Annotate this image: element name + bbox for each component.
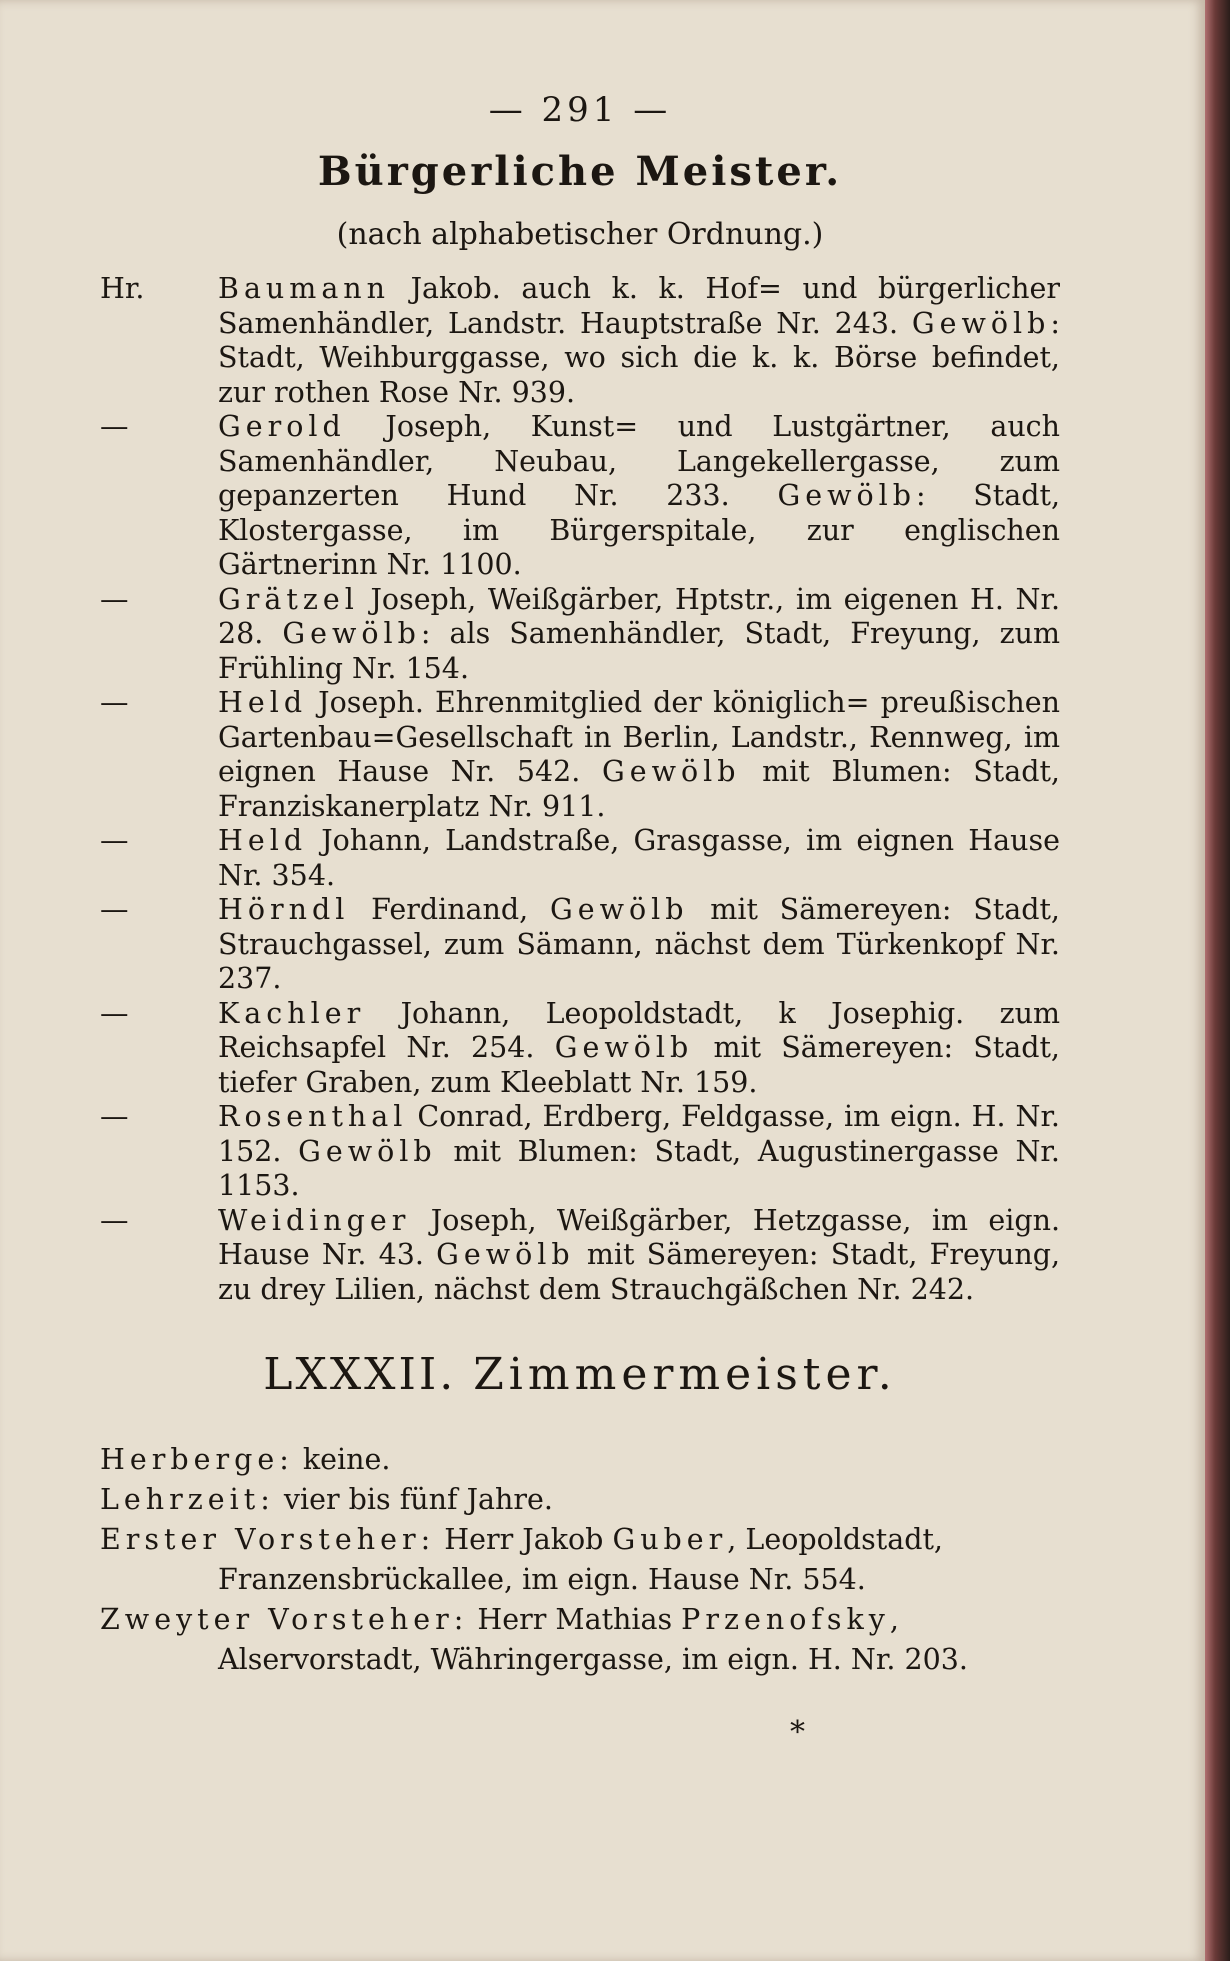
info-name: Guber	[612, 1523, 728, 1556]
entry-label: Gewölb	[777, 479, 916, 512]
entry-name: Hörndl	[218, 893, 350, 926]
info-line: Herberge: keine.	[100, 1443, 391, 1476]
entry-name: Kachler	[218, 996, 366, 1030]
entry-label: Gewölb	[554, 1031, 694, 1064]
page-number: — 291 —	[488, 90, 672, 130]
info-line: Erster Vorsteher: Herr Jakob Guber, Leopoldstadt, Franzensbrückallee, im eign. Hause Nr. 554.	[100, 1523, 943, 1596]
list-item: — Grätzel Joseph, Weißgärber, Hptstr., im eigenen H. Nr. 28. Gewölb: als Samenhändler, Stadt, Freyung, zum Frühling Nr. 154.	[100, 582, 1061, 685]
list-item: — Kachler Johann, Leopoldstadt, k Josephig. zum Reichsapfel Nr. 254. Gewölb mit Sämereyen: Stadt, tiefer Graben, zum Kleeblatt Nr. 159.	[100, 996, 1060, 1099]
entry-name: Held	[218, 824, 308, 857]
signature-mark: *	[790, 1715, 805, 1750]
info-list	[100, 1440, 1060, 1680]
section-title: Bürgerliche Meister.	[317, 148, 843, 195]
info-label: Erster Vorsteher:	[100, 1523, 436, 1556]
entry-name: Rosenthal	[218, 1100, 408, 1133]
info-label: Lehrzeit:	[100, 1483, 275, 1516]
entry-name: Gerold	[218, 410, 346, 443]
section-subtitle: (nach alphabetischer Ordnung.)	[336, 217, 824, 252]
entry-name: Baumann	[218, 272, 391, 305]
entry-name: Weidinger	[218, 1203, 411, 1237]
entry-label: Gewölb	[436, 1238, 575, 1271]
info-label: Herberge:	[100, 1443, 294, 1476]
list-item: — Held Joseph. Ehrenmitglied der königlich= preußischen Gartenbau=Gesellschaft in Berlin, Landstr., Rennweg, im eignen Hause Nr. 542. Gewölb mit Blumen: Stadt, Franziskanerplatz Nr. 911.	[100, 686, 1060, 823]
entry-list	[100, 272, 1060, 1307]
entry-label: Gewölb	[282, 617, 421, 650]
entry-name: Grätzel	[218, 582, 359, 616]
info-line: Zweyter Vorsteher: Herr Mathias Przenofsky, Alservorstadt, Währingergasse, im eign. H. Nr. 203.	[100, 1603, 968, 1676]
entry-label: Gewölb	[601, 755, 741, 788]
chapter-numeral: LXXXII.	[263, 1349, 457, 1400]
info-line: Lehrzeit: vier bis fünf Jahre.	[100, 1483, 553, 1516]
entry-label: Gewölb	[298, 1134, 437, 1168]
info-label: Zweyter Vorsteher:	[100, 1603, 469, 1636]
list-item: Hr. Baumann Jakob. auch k. k. Hof= und bürgerlicher Samenhändler, Landstr. Hauptstraße Nr. 243. Gewölb: Stadt, Weihburggasse, wo sich die k. k. Börse befindet, zur rothen Rose Nr. 939.	[100, 272, 1060, 409]
list-item: — Rosenthal Conrad, Erdberg, Feldgasse, im eign. H. Nr. 152. Gewölb mit Blumen: Stadt, Augustinergasse Nr. 1153.	[100, 1100, 1060, 1202]
chapter-heading	[100, 1349, 1060, 1400]
entry-name: Held	[218, 686, 308, 719]
entry-label: Gewölb	[911, 306, 1051, 340]
list-item: — Held Johann, Landstraße, Grasgasse, im eignen Hause Nr. 354.	[100, 824, 1060, 892]
list-item: — Gerold Joseph, Kunst= und Lustgärtner, auch Samenhändler, Neubau, Langekellergasse, zum gepanzerten Hund Nr. 233. Gewölb: Stadt, Klostergasse, im Bürgerspitale, zur englischen Gärtnerinn Nr. 1100.	[100, 410, 1061, 581]
entry-label: Gewölb	[549, 893, 689, 926]
book-edge	[1205, 0, 1230, 1961]
page-content	[100, 90, 1060, 1680]
list-item: — Hörndl Ferdinand, Gewölb mit Sämereyen: Stadt, Strauchgassel, zum Sämann, nächst dem Türkenkopf Nr. 237.	[100, 893, 1060, 995]
info-name: Przenofsky	[681, 1603, 890, 1636]
list-item: — Weidinger Joseph, Weißgärber, Hetzgasse, im eign. Hause Nr. 43. Gewölb mit Sämereyen: Stadt, Freyung, zu drey Lilien, nächst dem Strauchgäßchen Nr. 242.	[100, 1203, 1060, 1306]
chapter-title: Zimmermeister.	[473, 1349, 897, 1400]
